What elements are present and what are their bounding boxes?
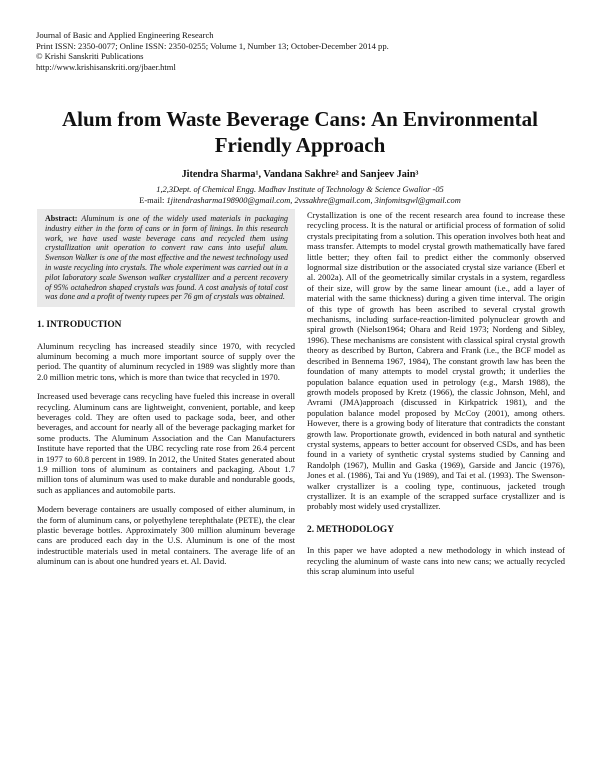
intro-paragraph-2: Increased used beverage cans recycling have fueled this increase in overall recycling. Aluminum cans are lightweight, convenient, portable, and keep beverages cold. They are often used to package soda, beer, and other beverages, and account for nearly all of the beverage packaging market for some products. The Aluminum Association and the Can Manufacturers Institute have reported that the UBC recycling rate rose from 26.4 percent in 1977 to 60.8 percent in 1989. In 2012, the United States generated about 1.9 million tons of aluminum as containers and packaging. About 1.7 million tons of aluminum was used to make durable and nondurable goods, such as appliances and automobile parts. [37, 391, 295, 495]
journal-issn: Print ISSN: 2350-0077; Online ISSN: 2350-0255; Volume 1, Number 13; October-December 2014 pp. [36, 40, 389, 51]
abstract-text: Aluminum is one of the widely used materials in packaging industry either in the form of cans or in form of linings. In this research work, we have used waste beverage cans and recycled them using crystallization unit operation to convert raw cans into useful alum. Swenson Walker is one of the most effective and the newest technology used in waste recycling into crystals. The whole experiment was carried out in a pilot laboratory scale Swenson walker crystallizer and a percent recovery of 95% octahedron shaped crystals was found. A cost analysis of total cost was done and a profit of twenty rupees per 76 gm of crystals was obtained. [45, 214, 288, 302]
intro-paragraph-1: Aluminum recycling has increased steadily since 1970, with recycled aluminum becoming a much more important source of supply over the period. The quantity of aluminum recycled in 1989 was slightly more than 2.0 million metric tons, which is more than twice that recycled in 1970. [37, 340, 295, 382]
affiliation [40, 185, 560, 206]
email-label: E-mail: [139, 195, 167, 205]
affiliation-line: 1,2,3Dept. of Chemical Engg. Madhav Institute of Technology & Science Gwalior -05 [156, 185, 444, 194]
intro-heading: 1. INTRODUCTION [37, 320, 122, 331]
journal-publisher: © Krishi Sanskriti Publications [36, 51, 144, 62]
journal-url[interactable]: http://www.krishisanskriti.org/jbaer.html [36, 61, 176, 72]
crystallization-paragraph: Crystallization is one of the recent research area found to increase these recycling process. It is the natural or artificial process of formation of solid crystals precipitating from a solution. This operation involves both heat and mass transfer. Attempts to model crystal growth mathematically have fared little better; they often fail to predict either the commonly observed lognormal size distribution or the associated crystal size variance (Eberl et al. 2002a). All of the geometrically similar crystals in a system, regardless of their size, will grow by the same linear amount (i.e., add a layer of material with the same thickness) during a given time interval. The origin of this type of growth has been ascribed to several crystal growth mechanisms, including surface-reaction-limited polynuclear growth and spiral growth (Nielson1964; Ohara and Reid 1973; Nordeng and Sibley, 1996). These mechanisms are consistent with classical spiral crystal growth theory as described by Burton, Cabrera and Frank (i.e., the BCF model as described in Bennema 1967, 1984), The constant growth law has been the foundation of many attempts to model crystal growth; it underlies the population balance equation used in petrology (e.g., Marsh 1988), the growth models proposed by Kretz (1966), the classic Johnson, Mehl, and Avrami (JMA)approach (discussed in Kirkpatrick 1981), and the population balance model proposed by McCoy (2001), among others. However, there is a growing body of literature that contradicts the constant growth law. Proportionate growth, evidenced in both natural and synthetic crystal systems, appears to better account for observed CSDs, and has been found in a variety of synthetic crystal systems studied by Canning and Randolph (1967), Mullin and Gaska (1969), Garside and Jancic (1976), Jones et al. (1986), Tai and Yu (1989), and Tai et al. (1993). The Swenson-walker crystallizer is a cooling type, continuous, jacketed trough crystallizer. It is an example of the scrapped surface crystallizer and is probably most widely used crystallizer. [307, 210, 565, 512]
right-column [307, 210, 565, 585]
intro-paragraph-3: Modern beverage containers are usually composed of either aluminum, in the form of aluminum cans, or polyethylene terephthalate (PETE), the clear plastic beverage bottles. Approximately 300 million aluminum beverage cans are produced each day in the U.S. Aluminum is one of the most indestructible materials used in metal containers. The average life of an aluminum can is about one hundred years et. Al. David. [37, 504, 295, 567]
email-line [40, 196, 560, 207]
journal-info [36, 30, 456, 72]
methodology-paragraph: In this paper we have adopted a new methodology in which instead of recycling the aluminum of waste cans into new cans; we actually recycled this scrap aluminum into useful [307, 545, 565, 576]
email-addresses[interactable]: 1jitendrasharma198900@gmail.com, 2vssakhre@gmail.com, 3infomitsgwl@gmail.com [166, 195, 461, 205]
abstract-label: Abstract: [45, 214, 82, 223]
left-column [37, 210, 295, 576]
methodology-heading: 2. METHODOLOGY [307, 524, 394, 535]
abstract-box [37, 209, 295, 307]
paper-authors: Jitendra Sharma¹, Vandana Sakhre² and Sanjeev Jain³ [181, 169, 419, 180]
journal-name: Journal of Basic and Applied Engineering Research [36, 30, 214, 40]
paper-title: Alum from Waste Beverage Cans: An Environmental Friendly Approach [62, 107, 538, 157]
